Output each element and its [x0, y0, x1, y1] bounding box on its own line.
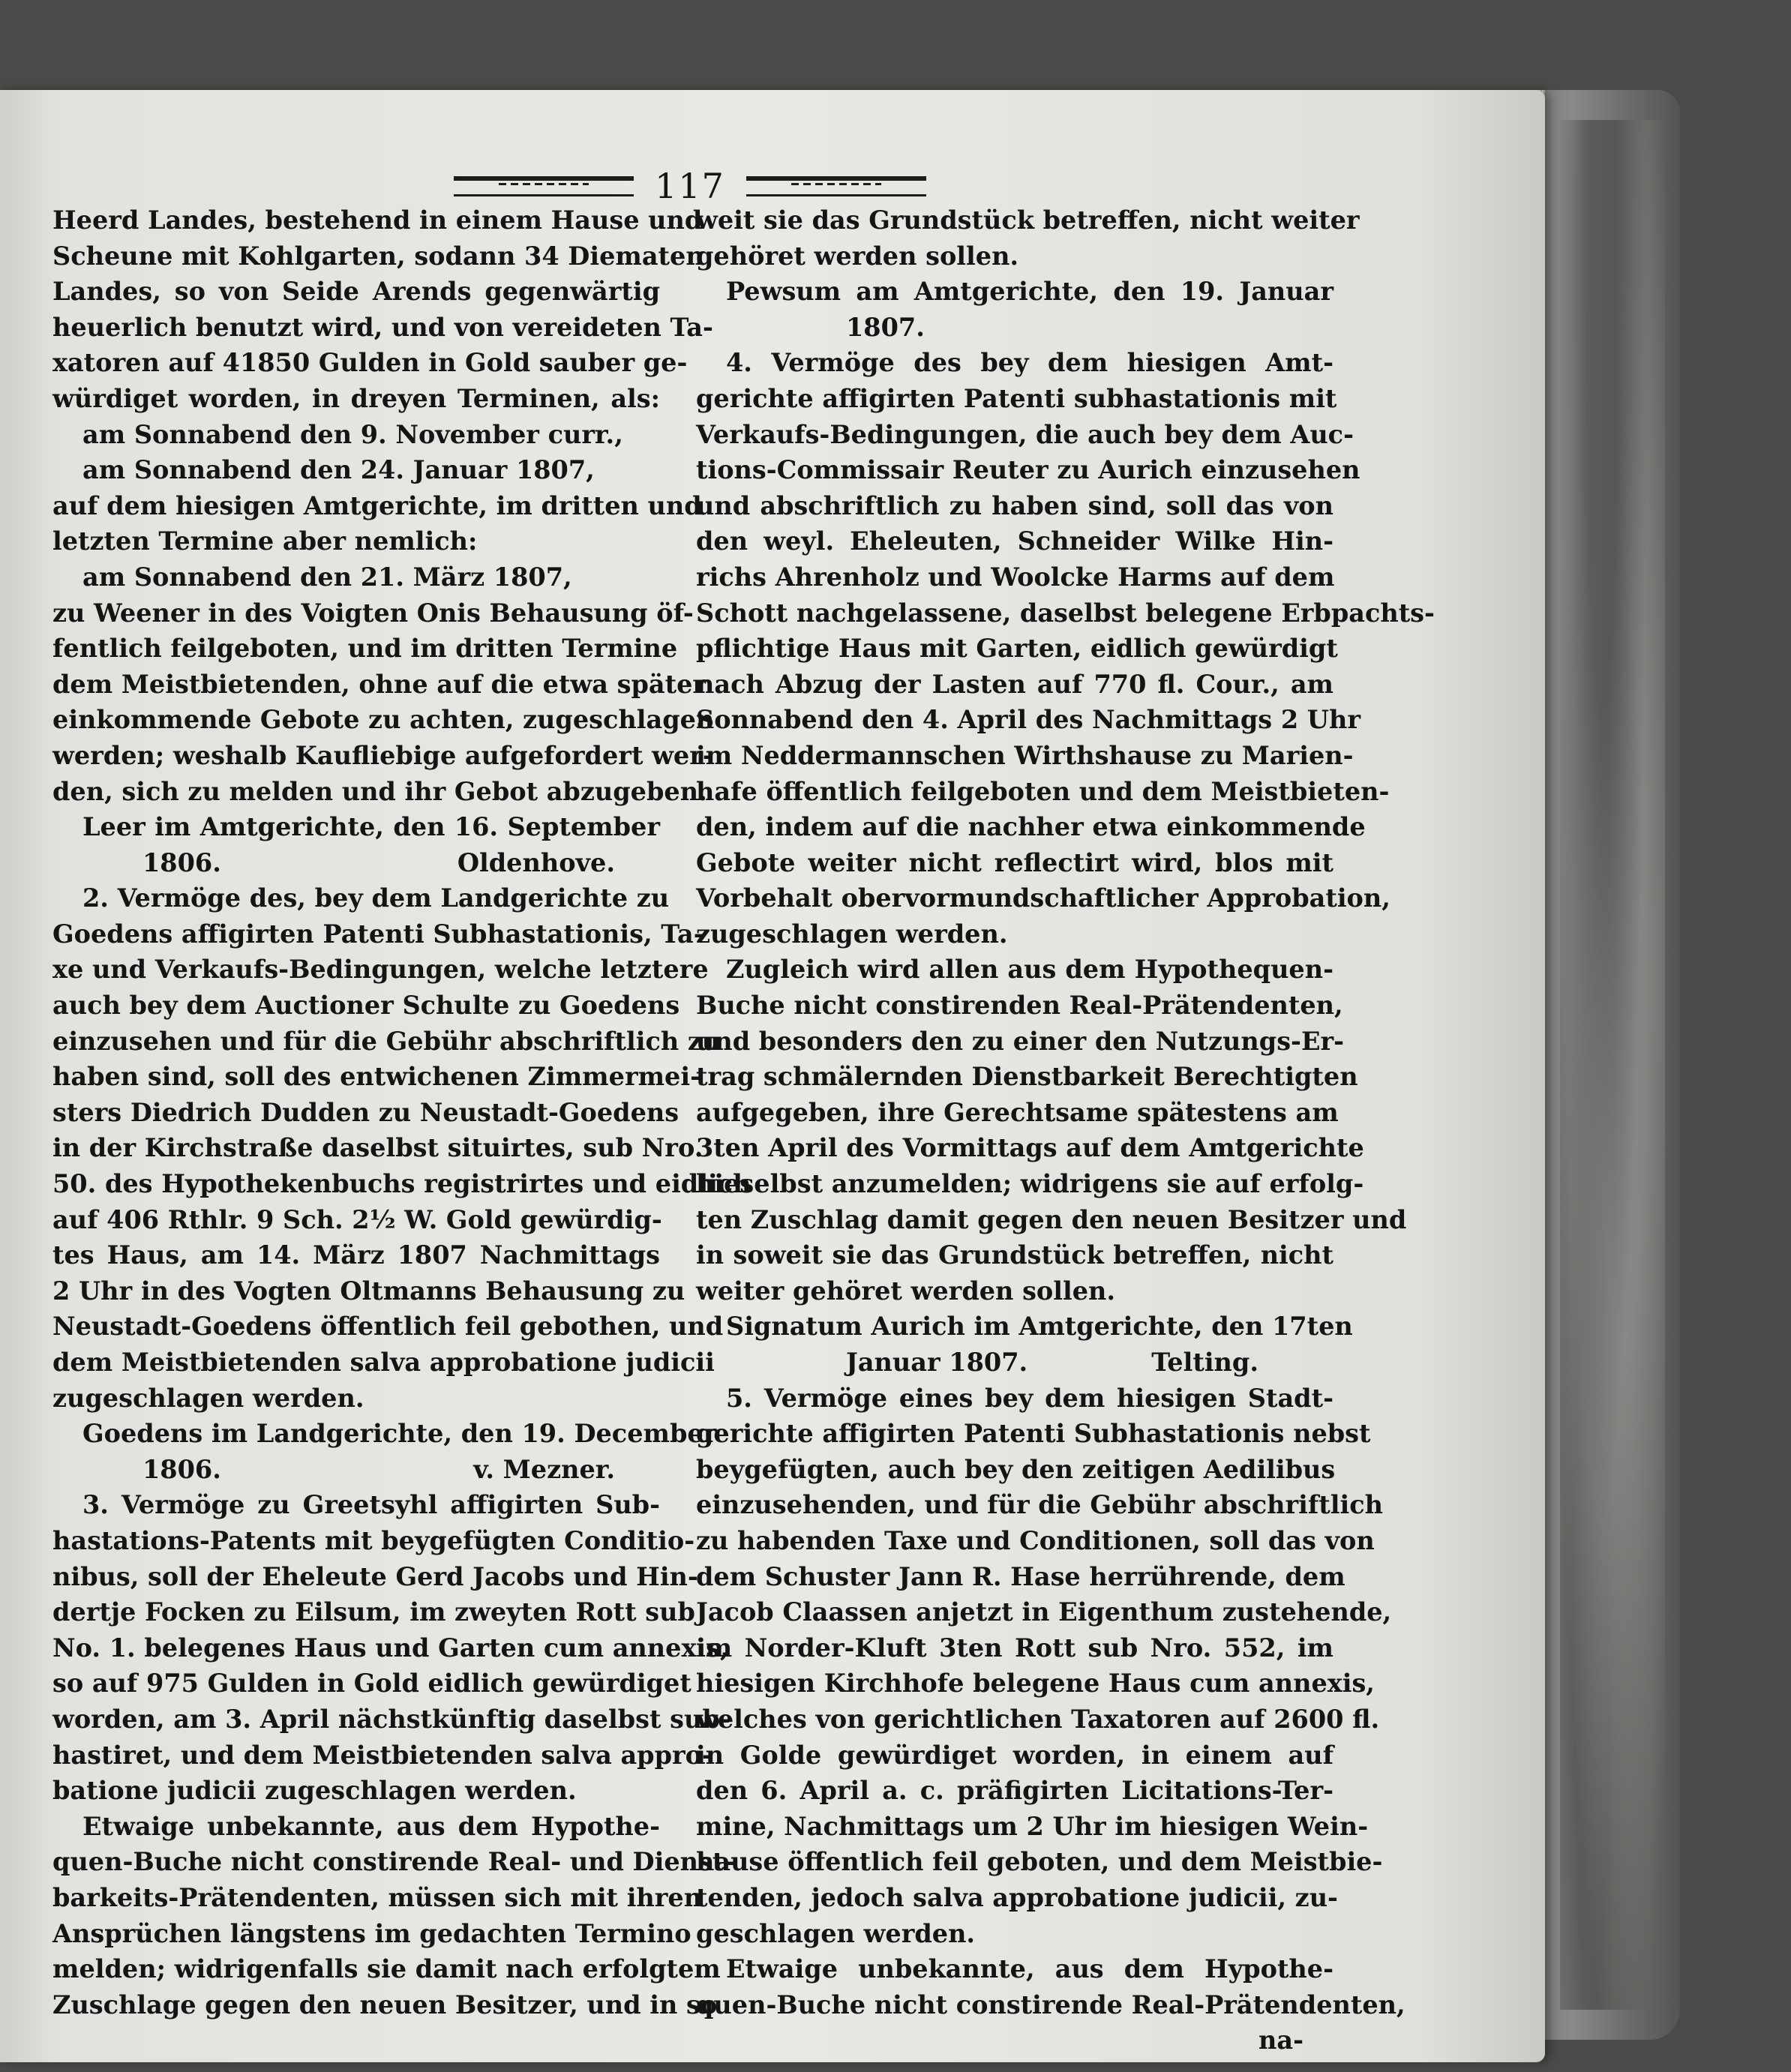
- text-line: und abschriftlich zu haben sind, soll das von: [696, 490, 1334, 520]
- text-line: am Sonnabend den 24. Januar 1807,: [82, 455, 595, 485]
- text-line: 3. Vermöge zu Greetsyhl affigirten Sub-: [82, 1490, 660, 1520]
- page-header: [450, 163, 930, 208]
- dateline: Leer im Amtgerichte, den 16. September: [82, 812, 660, 842]
- date-year: 1807.: [846, 312, 925, 342]
- text-line: Scheune mit Kohlgarten, sodann 34 Diematen: [52, 241, 704, 271]
- text-line: trag schmälernden Dienstbarkeit Berechtigten: [696, 1062, 1358, 1092]
- text-line: Gebote weiter nicht reflectirt wird, blos mit: [696, 847, 1334, 877]
- text-line: einzusehen und für die Gebühr abschriftlich zu: [52, 1026, 721, 1056]
- text-line: ten Zuschlag damit gegen den neuen Besitzer und: [696, 1204, 1407, 1234]
- text-line: Goedens affigirten Patenti Subhastationis, Ta-: [52, 919, 704, 949]
- text-line: Zuschlage gegen den neuen Besitzer, und in so: [52, 1990, 718, 2020]
- left-column: [52, 202, 752, 2023]
- text-line: gerichte affigirten Patenti Subhastationis nebst: [696, 1419, 1371, 1449]
- dateline: Pewsum am Amtgerichte, den 19. Januar: [726, 277, 1334, 307]
- text-line: barkeits-Prätendenten, müssen sich mit ihren: [52, 1882, 703, 1912]
- text-line: Etwaige unbekannte, aus dem Hypothe-: [82, 1811, 660, 1841]
- text-line: dertje Focken zu Eilsum, im zweyten Rott sub: [52, 1597, 695, 1627]
- text-line: werden; weshalb Kaufliebige aufgefordert wer-: [52, 740, 713, 770]
- text-line: einzusehenden, und für die Gebühr abschriftlich: [696, 1490, 1383, 1520]
- dateline-signature: [52, 1452, 660, 1488]
- text-line: xatoren auf 41850 Gulden in Gold sauber ge-: [52, 348, 688, 378]
- text-line: hiesigen Kirchhofe belegene Haus cum annexis,: [696, 1669, 1375, 1699]
- text-line: dem Meistbietenden salva approbatione judicii: [52, 1348, 715, 1377]
- dateline: Goedens im Landgerichte, den 19. December: [82, 1419, 717, 1449]
- text-line: auf 406 Rthlr. 9 Sch. 2½ W. Gold gewürdig-: [52, 1204, 662, 1234]
- text-line: aufgegeben, ihre Gerechtsame spätestens am: [696, 1097, 1339, 1127]
- text-line: melden; widrigenfalls sie damit nach erfolgtem: [52, 1954, 721, 1984]
- text-line: Heerd Landes, bestehend in einem Hause und: [52, 205, 703, 235]
- text-line: den, indem auf die nachher etwa einkommende: [696, 812, 1366, 842]
- text-line: 2. Vermöge des, bey dem Landgerichte zu: [82, 883, 670, 913]
- text-line: tions-Commissair Reuter zu Aurich einzusehen: [696, 455, 1360, 485]
- text-line: gehöret werden sollen.: [696, 241, 1019, 271]
- text-line: tenden, jedoch salva approbatione judicii, zu-: [696, 1882, 1338, 1912]
- text-line: hafe öffentlich feilgeboten und dem Meistbieten-: [696, 776, 1390, 806]
- text-line: Schott nachgelassene, daselbst belegene Erbpachts-: [696, 598, 1435, 628]
- text-line: hastations-Patents mit beygefügten Conditio-: [52, 1525, 695, 1555]
- text-line: quen-Buche nicht constirende Real-Prätendenten,: [696, 1990, 1406, 2020]
- text-line: hause öffentlich feil geboten, und dem Meistbie-: [696, 1847, 1383, 1877]
- text-line: nach Abzug der Lasten auf 770 fl. Cour., am: [696, 669, 1334, 699]
- text-line: den 6. April a. c. präfigirten Licitations-Ter-: [696, 1776, 1334, 1806]
- text-line: quen-Buche nicht constirende Real- und Dienst-: [52, 1847, 735, 1877]
- text-line: in soweit sie das Grundstück betreffen, nicht: [696, 1240, 1334, 1270]
- text-line: nibus, soll der Eheleute Gerd Jacobs und Hin-: [52, 1561, 698, 1591]
- text-line: in der Kirchstraße daselbst situirtes, sub Nro.: [52, 1133, 704, 1163]
- text-line: dem Meistbietenden, ohne auf die etwa später: [52, 669, 706, 699]
- signatory: v. Mezner.: [473, 1454, 615, 1484]
- text-line: den, sich zu melden und ihr Gebot abzugeben.: [52, 776, 707, 806]
- text-line: auf dem hiesigen Amtgerichte, im dritten und: [52, 490, 702, 520]
- signatory: Oldenhove.: [457, 847, 615, 877]
- text-line: und besonders den zu einer den Nutzungs-Er-: [696, 1026, 1345, 1056]
- text-line: hieselbst anzumelden; widrigens sie auf erfolg-: [696, 1169, 1364, 1199]
- text-line: auch bey dem Auctioner Schulte zu Goedens: [52, 991, 680, 1021]
- text-line: worden, am 3. April nächstkünftig daselbst sub-: [52, 1704, 730, 1734]
- text-line: pflichtige Haus mit Garten, eidlich gewürdigt: [696, 634, 1338, 664]
- text-line: im Norder-Kluft 3ten Rott sub Nro. 552, im: [696, 1633, 1334, 1663]
- text-line: sters Diedrich Dudden zu Neustadt-Goedens: [52, 1097, 680, 1127]
- date-year: Januar 1807.: [846, 1348, 1028, 1377]
- book-page: [0, 90, 1545, 2062]
- text-line: am Sonnabend den 9. November curr.,: [82, 419, 623, 449]
- text-line: gerichte affigirten Patenti subhastationis mit: [696, 383, 1337, 413]
- text-line: 50. des Hypothekenbuchs registrirtes und eidlich: [52, 1169, 752, 1199]
- text-line: zu Weener in des Voigten Onis Behausung öf-: [52, 598, 694, 628]
- text-line: tes Haus, am 14. März 1807 Nachmittags: [52, 1240, 660, 1270]
- text-line: haben sind, soll des entwichenen Zimmermei-: [52, 1062, 700, 1092]
- date-year: 1806.: [142, 1454, 221, 1484]
- text-line: Zugleich wird allen aus dem Hypothequen-: [726, 955, 1334, 985]
- text-line: hastiret, und dem Meistbietenden salva appro-: [52, 1740, 712, 1770]
- text-line: am Sonnabend den 21. März 1807,: [82, 562, 572, 592]
- dateline: Signatum Aurich im Amtgerichte, den 17ten: [726, 1312, 1353, 1342]
- text-line: so auf 975 Gulden in Gold eidlich gewürdiget: [52, 1669, 692, 1699]
- text-line: würdiget worden, in dreyen Terminen, als:: [52, 383, 660, 413]
- dateline-signature: [696, 1345, 1334, 1381]
- text-line: Verkaufs-Bedingungen, die auch bey dem Auc-: [696, 419, 1354, 449]
- header-ornament-right: [746, 176, 926, 196]
- text-line: im Neddermannschen Wirthshause zu Marien-: [696, 740, 1354, 770]
- text-line: einkommende Gebote zu achten, zugeschlagen: [52, 705, 715, 735]
- text-line: Jacob Claassen anjetzt in Eigenthum zustehende,: [696, 1597, 1392, 1627]
- signatory: Telting.: [1151, 1348, 1258, 1377]
- text-line: letzten Termine aber nemlich:: [52, 526, 478, 556]
- text-line: richs Ahrenholz und Woolcke Harms auf dem: [696, 562, 1335, 592]
- text-line: xe und Verkaufs-Bedingungen, welche letztere: [52, 955, 709, 985]
- text-line: Vorbehalt obervormundschaftlicher Approbation,: [696, 883, 1390, 913]
- page-number: 117: [655, 166, 725, 206]
- text-line: Buche nicht constirenden Real-Prätendenten,: [696, 991, 1343, 1021]
- catchword: na-: [1258, 2026, 1304, 2056]
- text-line: Ansprüchen längstens im gedachten Termino: [52, 1918, 692, 1948]
- text-line: den weyl. Eheleuten, Schneider Wilke Hin-: [696, 526, 1334, 556]
- text-line: No. 1. belegenes Haus und Garten cum annexis,: [52, 1633, 729, 1663]
- text-line: in Golde gewürdiget worden, in einem auf: [696, 1740, 1334, 1770]
- text-line: zugeschlagen werden.: [52, 1383, 364, 1413]
- text-line: fentlich feilgeboten, und im dritten Termine: [52, 634, 678, 664]
- text-line: dem Schuster Jann R. Hase herrührende, dem: [696, 1561, 1346, 1591]
- text-line: weiter gehöret werden sollen.: [696, 1276, 1116, 1306]
- text-line: 2 Uhr in des Vogten Oltmanns Behausung zu: [52, 1276, 686, 1306]
- text-line: zugeschlagen werden.: [696, 919, 1008, 949]
- text-line: batione judicii zugeschlagen werden.: [52, 1776, 577, 1806]
- text-line: 4. Vermöge des bey dem hiesigen Amt-: [726, 348, 1334, 378]
- text-line: Landes, so von Seide Arends gegenwärtig: [52, 277, 660, 307]
- header-ornament-left: [454, 176, 634, 196]
- text-line: 3ten April des Vormittags auf dem Amtgerichte: [696, 1133, 1364, 1163]
- date-year: 1806.: [142, 847, 221, 877]
- text-line: Sonnabend den 4. April des Nachmittags 2 Uhr: [696, 705, 1361, 735]
- text-line: weit sie das Grundstück betreffen, nicht weiter: [696, 205, 1360, 235]
- text-line: 5. Vermöge eines bey dem hiesigen Stadt-: [726, 1383, 1334, 1413]
- book-cover: [1560, 120, 1665, 2010]
- dateline-signature: [52, 845, 660, 881]
- text-line: Neustadt-Goedens öffentlich feil gebothen, und: [52, 1312, 724, 1342]
- text-line: Etwaige unbekannte, aus dem Hypothe-: [726, 1954, 1334, 1984]
- text-line: geschlagen werden.: [696, 1918, 976, 1948]
- text-line: heuerlich benutzt wird, und von vereideten Ta-: [52, 312, 713, 342]
- text-line: mine, Nachmittags um 2 Uhr im hiesigen Wein-: [696, 1811, 1369, 1841]
- text-line: zu habenden Taxe und Conditionen, soll das von: [696, 1525, 1375, 1555]
- right-column: [696, 202, 1435, 2059]
- text-line: beygefügten, auch bey den zeitigen Aedilibus: [696, 1454, 1336, 1484]
- text-line: welches von gerichtlichen Taxatoren auf 2600 fl.: [696, 1704, 1380, 1734]
